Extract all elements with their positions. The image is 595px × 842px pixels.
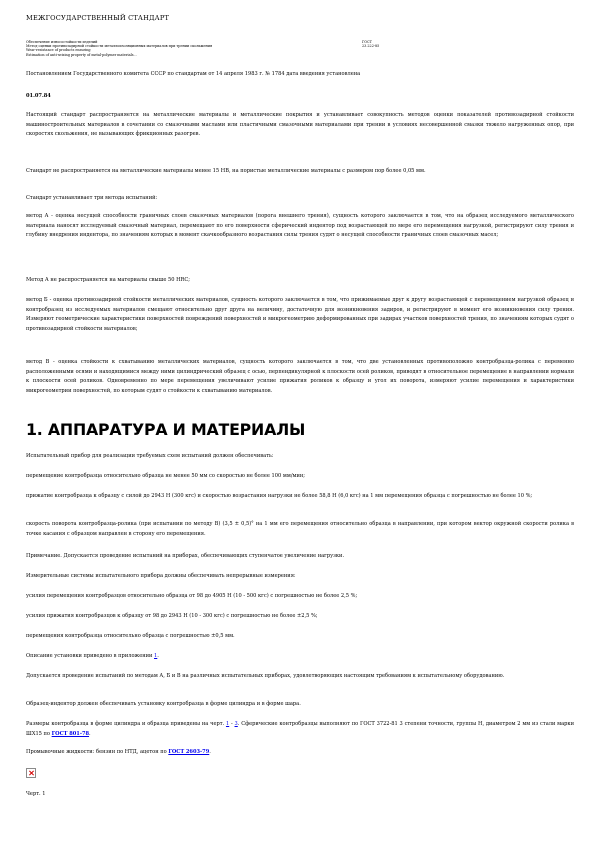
- figure-caption: Черт. 1: [26, 791, 46, 797]
- dimensions-text-b: . Сферические контробразцы выполняют по ГОСТ 3722-81 3 степени точности, группы Н, диаметром 2 мм из стали марки ШХ15 по: [26, 721, 574, 737]
- section-1-paragraph: скорость поворота контробразца-ролика (при испытании по методу В) (3,5 ± 0,5)° на 1 мм его перемещения относительно образца в направлении, при котором вектор окружной скорости ролика в точке касания с образцом направлен в сторону его перемещения.: [26, 521, 574, 537]
- broken-image-icon[interactable]: [26, 768, 36, 778]
- drawing-1-link[interactable]: 1: [225, 721, 230, 727]
- method-v-paragraph: метод В - оценка стойкости к схватыванию металлических материалов, сущность которого заключается в том, что две установленных противоположно контробразца-ролика с переменно расположенными осями и находящимися между ними цилиндрический образец с осью, перпендикулярной к плоскости осей роликов, приводят в относительное перемещение в направлении нормали к плоскости осей роликов. Одновременно по мере перемещения увеличивают усилие прижатия роликов к образцу и угол их поворота, измеряют усилие перемещения и характеристики микрогеометрии поверхностей, по которым судят о стойкости к схватыванию материалов.: [26, 359, 574, 394]
- section-1-paragraph: перемещение контробразца относительно образца не менее 50 мм со скоростью не более 100 мм/мин;: [26, 473, 306, 479]
- intro-paragraph-2: Стандарт не распространяется на металлические материалы менее 15 HB, на пористые металлические материалы с размером пор более 0,05 мм.: [26, 168, 426, 174]
- cleaning-fluids-text: Промывочные жидкости: бензин по НТД, ацетон по: [26, 749, 169, 755]
- meta-title-line: Wear-resistance of products ensuring: [26, 48, 91, 53]
- method-b-paragraph: метод Б - оценка противозадирной стойкости металлических материалов, сущность которого заключается в том, что прижимаемые друг к другу возрастающей с перемещением нагрузкой образец и контробразец из исследуемых материалов смещают относительно друг друга на величину, достаточную для возникновения задиров, и регистрируют в момент его возникновения силу трения. Измеряют геометрические характеристики поверхностей повреждений поверхностей и микрогеометрию деформированных при задирах участков поверхностей трения, по значениям которых судят о противозадирной стойкости материалов;: [26, 297, 574, 332]
- section-1-paragraph: Образец-индентор должен обеспечивать установку контробразца в форме цилиндра и в форме шара.: [26, 701, 301, 707]
- decree-paragraph: Постановлением Государственного комитета СССР по стандартам от 14 апреля 1983 г. № 1784 дата введения установлена: [26, 71, 361, 77]
- standard-type-heading: МЕЖГОСУДАРСТВЕННЫЙ СТАНДАРТ: [26, 14, 170, 22]
- section-1-title: 1. АППАРАТУРА И МАТЕРИАЛЫ: [26, 420, 306, 439]
- section-1-paragraph: Допускается проведение испытаний по методам А, Б и В на различных испытательных приборах, удовлетворяющих настоящим требованиям к испытательному оборудованию.: [26, 673, 505, 679]
- section-1-paragraph: Измерительные системы испытательного прибора должны обеспечивать непрерывные измерения:: [26, 573, 296, 579]
- section-1-paragraph: усилия перемещения контробразцов относительно образца от 98 до 4905 Н (10 - 500 кгс) с погрешностью не более 2,5 %;: [26, 593, 358, 599]
- standard-meta-block: [26, 40, 566, 57]
- meta-title-line: Метод оценки противозадирной стойкости металлоизоляционных материалов при трении скольжения: [26, 44, 213, 49]
- method-a-note: Метод А не распространяется на материалы свыше 50 HRC;: [26, 277, 190, 283]
- dimensions-dash: -: [229, 721, 235, 727]
- meta-standard-number: 23.222-85: [362, 44, 380, 49]
- dimensions-paragraph: [26, 720, 574, 739]
- appendix-reference-paragraph: Описание установки приведено в приложении 1.: [26, 653, 159, 659]
- section-1-paragraph: Испытательный прибор для реализации требуемых схем испытаний должен обеспечивать:: [26, 453, 274, 459]
- method-a-paragraph: метод А - оценка несущей способности граничных слоев смазочных материалов (порога внешнего трения), сущность которого заключается в том, что на образец исследуемого металлического материала наносят исследуемый смазочный материал, перемещают по его поверхности сферический индентор под возрастающей по мере его перемещения нагрузкой, регистрируют силу трения и глубину внедрения индентора, по значениям которых в момент скачкообразного возрастания силы трения судят о несущей способности граничных слоев смазочных масел;: [26, 213, 574, 239]
- dimensions-text-a: Размеры контробразца в форме цилиндра и образца приведены на черт.: [26, 721, 226, 727]
- dimensions-text-c: .: [89, 730, 91, 737]
- intro-paragraph-3: Стандарт устанавливает три метода испытаний:: [26, 195, 158, 201]
- cleaning-fluids-paragraph: [26, 748, 574, 758]
- section-1-paragraph: перемещения контробразца относительно образца с погрешностью ±0,5 мм.: [26, 633, 235, 639]
- section-1-paragraph: усилия прижатия контробразцов к образцу от 98 до 2943 Н (10 - 300 кгс) с погрешностью не более ±2,5 %;: [26, 613, 318, 619]
- meta-title-line: Estimation of anti-seizing property of metal-polymer materials...: [26, 52, 137, 57]
- drawing-3-link[interactable]: 3: [234, 721, 238, 727]
- meta-standard-label: ГОСТ: [362, 40, 372, 44]
- effective-date: 01.07.84: [26, 93, 51, 99]
- appendix-reference-text: Описание установки приведено в приложении: [26, 653, 155, 659]
- gost-801-78-link[interactable]: ГОСТ 801-78: [51, 730, 90, 737]
- meta-title-line: Обеспечение износостойкости изделий: [26, 40, 98, 44]
- intro-paragraph-1: Настоящий стандарт распространяется на металлические материалы и металлические покрытия и устанавливает совокупность методов оценки показателей противозадирной стойкости машиностроительных материалов в сочетании со смазочными маслами или пластичными смазочными материалами при трении в условиях несовершенной смазки тяжело нагруженных опор, при скоростях скольжения, не вызывающих фрикционных разогрев.: [26, 112, 574, 138]
- gost-2603-79-link[interactable]: ГОСТ 2603-79: [168, 749, 210, 755]
- section-1-paragraph: прижатие контробразца к образцу с силой до 2943 Н (300 кгс) и скоростью возрастания нагрузки не более 58,8 Н (6,0 кгс) на 1 мм перемещения образца с погрешностью не более 10 %;: [26, 493, 533, 499]
- note-paragraph: Примечание. Допускается проведение испытаний на приборах, обеспечивающих ступенчатое увеличение нагрузки.: [26, 553, 345, 559]
- cleaning-fluids-end: .: [209, 749, 211, 755]
- appendix-1-link[interactable]: 1: [154, 653, 158, 659]
